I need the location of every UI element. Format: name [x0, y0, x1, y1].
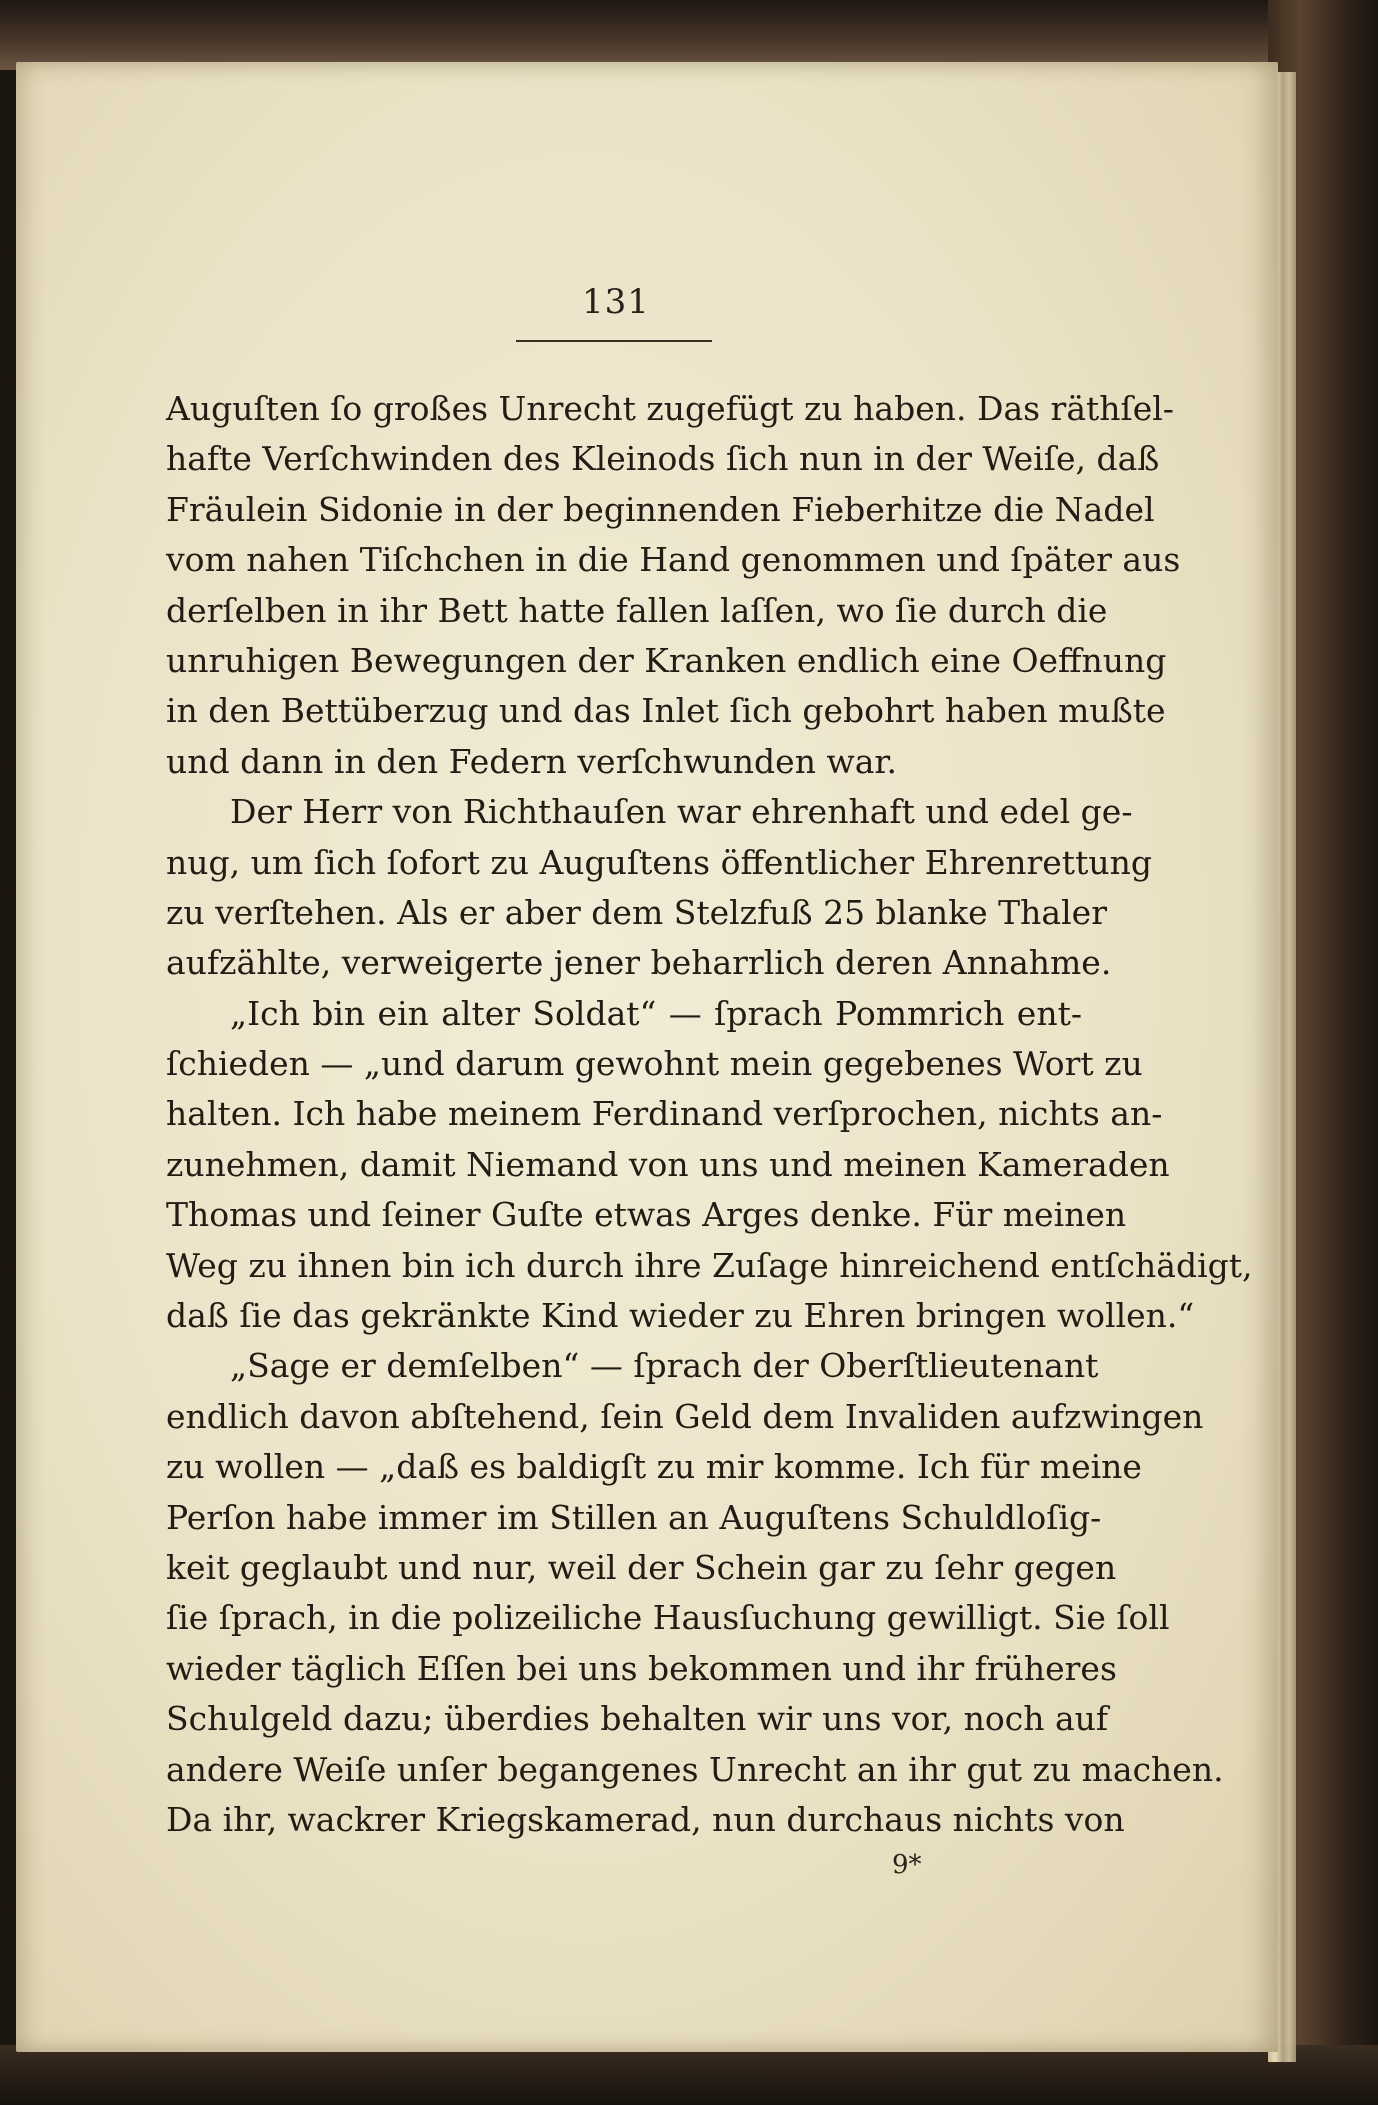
text-line: keit geglaubt und nur, weil der Schein gar zu ſehr gegen [166, 1547, 1117, 1587]
text-line: zu wollen — „daß es baldigſt zu mir komme. Ich für meine [166, 1447, 1142, 1487]
text-line: derſelben in ihr Bett hatte fallen laſſen, wo ſie durch die [166, 590, 1108, 630]
page-number: 131 [582, 282, 650, 322]
text-line: zunehmen, damit Niemand von uns und meinen Kameraden [166, 1144, 1170, 1184]
header-rule [516, 340, 712, 342]
text-line: Auguſten ſo großes Unrecht zugefügt zu haben. Das räthſel- [166, 389, 1174, 428]
text-line: „Ich bin ein alter Soldat“ — ſprach Pommrich ent- [230, 993, 1082, 1033]
text-line: Weg zu ihnen bin ich durch ihre Zuſage hinreichend entſchädigt, [166, 1245, 1253, 1285]
text-line: in den Bettüberzug und das Inlet ſich gebohrt haben mußte [166, 691, 1166, 731]
text-line: Da ihr, wackrer Kriegskamerad, nun durchaus nichts von [166, 1799, 1125, 1839]
text-line: „Sage er demſelben“ — ſprach der Oberſtlieutenant [230, 1346, 1099, 1386]
text-line: Perſon habe immer im Stillen an Auguſtens Schuldloſig- [166, 1497, 1102, 1537]
text-line: endlich davon abſtehend, ſein Geld dem Invaliden aufzwingen [166, 1396, 1204, 1436]
text-line: nug, um ſich ſofort zu Auguſtens öffentlicher Ehrenrettung [166, 842, 1152, 882]
text-line: ſchieden — „und darum gewohnt mein gegebenes Wort zu [166, 1044, 1143, 1084]
text-line: Der Herr von Richthauſen war ehrenhaft und edel ge- [230, 792, 1133, 832]
text-line: unruhigen Bewegungen der Kranken endlich eine Oeffnung [166, 640, 1167, 680]
text-line: Thomas und ſeiner Guſte etwas Arges denke. Für meinen [166, 1195, 1127, 1235]
book-cover-top-edge [0, 0, 1378, 70]
text-line: wieder täglich Eſſen bei uns bekommen und ihr früheres [166, 1648, 1117, 1688]
text-line: ſie ſprach, in die polizeiliche Hausſuchung gewilligt. Sie ſoll [166, 1598, 1170, 1638]
text-line: andere Weiſe unſer begangenes Unrecht an ihr gut zu machen. [166, 1749, 1224, 1789]
text-line: zu verſtehen. Als er aber dem Stelzfuß 25 blanke Thaler [166, 892, 1107, 932]
text-line: vom nahen Tiſchchen in die Hand genommen und ſpäter aus [166, 540, 1181, 580]
text-line: daß ſie das gekränkte Kind wieder zu Ehren bringen wollen.“ [166, 1296, 1195, 1336]
book-page [16, 62, 1278, 2052]
body-text [166, 384, 1253, 1845]
text-line: hafte Verſchwinden des Kleinods ſich nun in der Weiſe, daß [166, 439, 1160, 479]
signature-mark: 9* [892, 1850, 922, 1880]
text-line: aufzählte, verweigerte jener beharrlich deren Annahme. [166, 943, 1112, 983]
text-line: halten. Ich habe meinem Ferdinand verſprochen, nichts an- [166, 1094, 1163, 1134]
text-line: Schulgeld dazu; überdies behalten wir uns vor, noch auf [166, 1699, 1109, 1739]
page-stack-edge [1282, 72, 1296, 2062]
book-cover-bottom-edge [0, 2045, 1378, 2105]
text-line: Fräulein Sidonie in der beginnenden Fieberhitze die Nadel [166, 489, 1155, 529]
text-line: und dann in den Federn verſchwunden war. [166, 741, 898, 781]
